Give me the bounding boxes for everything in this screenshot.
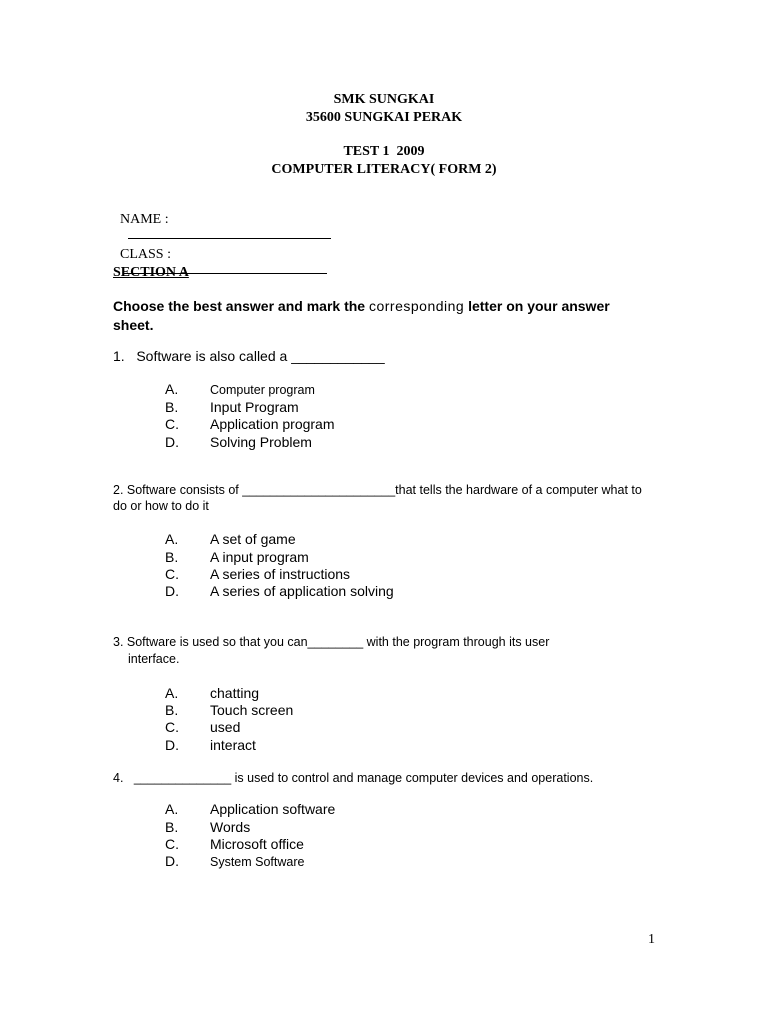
subject-title: COMPUTER LITERACY( FORM 2) xyxy=(271,162,497,177)
instruction-part2: letter on your answer sheet. xyxy=(113,298,610,333)
page-number: 1 xyxy=(648,932,655,947)
instruction-part1: Choose the best answer and mark the xyxy=(113,298,369,314)
question-2: 2. Software consists of ______________________that tells the hardware of a computer what to do or how to do it xyxy=(113,483,642,513)
question-1: 1. Software is also called a ____________ xyxy=(113,348,385,364)
option-4b: B. Words xyxy=(165,819,251,835)
option-1a: A. Computer program xyxy=(165,381,315,397)
option-1d: D. Solving Problem xyxy=(165,434,312,450)
instruction-emphasis: corresponding xyxy=(368,298,465,314)
option-2c: C. A series of instructions xyxy=(165,566,351,582)
option-2b: B. A input program xyxy=(165,549,309,565)
school-address: 35600 SUNGKAI PERAK xyxy=(305,110,463,125)
test-title: TEST 1 2009 xyxy=(343,144,425,159)
question-3-line2: interface. xyxy=(128,652,180,666)
name-label: NAME : xyxy=(120,212,169,227)
question-3-line1: 3. Software is used so that you can________ with the program through its user xyxy=(113,635,550,649)
section-title: SECTION A xyxy=(113,265,189,280)
option-4a: A. Application software xyxy=(165,801,336,817)
option-1b: B. Input Program xyxy=(165,399,299,415)
option-2d: D. A series of application solving xyxy=(165,583,394,599)
instructions xyxy=(113,297,653,335)
option-4c: C. Microsoft office xyxy=(165,836,304,852)
option-3a: A. chatting xyxy=(165,685,260,701)
question-4: 4. ______________ is used to control and manage computer devices and operations. xyxy=(113,771,594,785)
option-1c: C. Application program xyxy=(165,416,335,432)
class-label: CLASS : xyxy=(120,247,171,262)
school-name: SMK SUNGKAI xyxy=(333,92,435,107)
option-2a: A. A set of game xyxy=(165,531,296,547)
option-3d: D. interact xyxy=(165,737,256,753)
option-3b: B. Touch screen xyxy=(165,702,294,718)
option-3c: C. used xyxy=(165,719,241,735)
option-4d: D. System Software xyxy=(165,853,305,869)
